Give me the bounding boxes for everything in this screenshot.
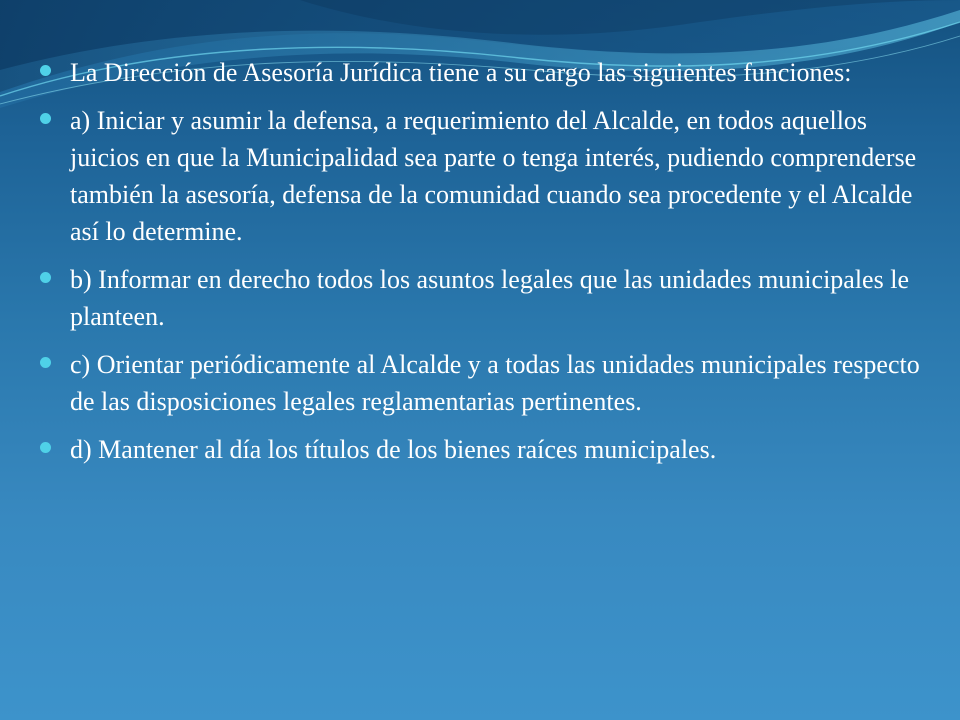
list-item	[40, 54, 920, 91]
slide-content	[40, 54, 920, 479]
bullet-icon	[40, 272, 51, 283]
list-item	[40, 102, 920, 250]
bullet-text: a) Iniciar y asumir la defensa, a requerimiento del Alcalde, en todos aquellos juicios en que la Municipalidad sea parte o tenga interés, pudiendo comprenderse también la asesoría, defensa de la comunidad cuando sea procedente y el Alcalde así lo determine.	[70, 106, 917, 246]
bullet-icon	[40, 65, 51, 76]
bullet-icon	[40, 442, 51, 453]
list-item	[40, 261, 920, 335]
bullet-icon	[40, 357, 51, 368]
bullet-icon	[40, 113, 51, 124]
bullet-text: c) Orientar periódicamente al Alcalde y a todas las unidades municipales respecto de las disposiciones legales reglamentarias pertinentes.	[70, 350, 920, 416]
list-item	[40, 346, 920, 420]
bullet-text: d) Mantener al día los títulos de los bienes raíces municipales.	[70, 435, 717, 464]
bullet-text: La Dirección de Asesoría Jurídica tiene a su cargo las siguientes funciones:	[70, 58, 852, 87]
bullet-list	[40, 54, 920, 468]
bullet-text: b) Informar en derecho todos los asuntos legales que las unidades municipales le planteen.	[70, 265, 909, 331]
list-item	[40, 431, 920, 468]
